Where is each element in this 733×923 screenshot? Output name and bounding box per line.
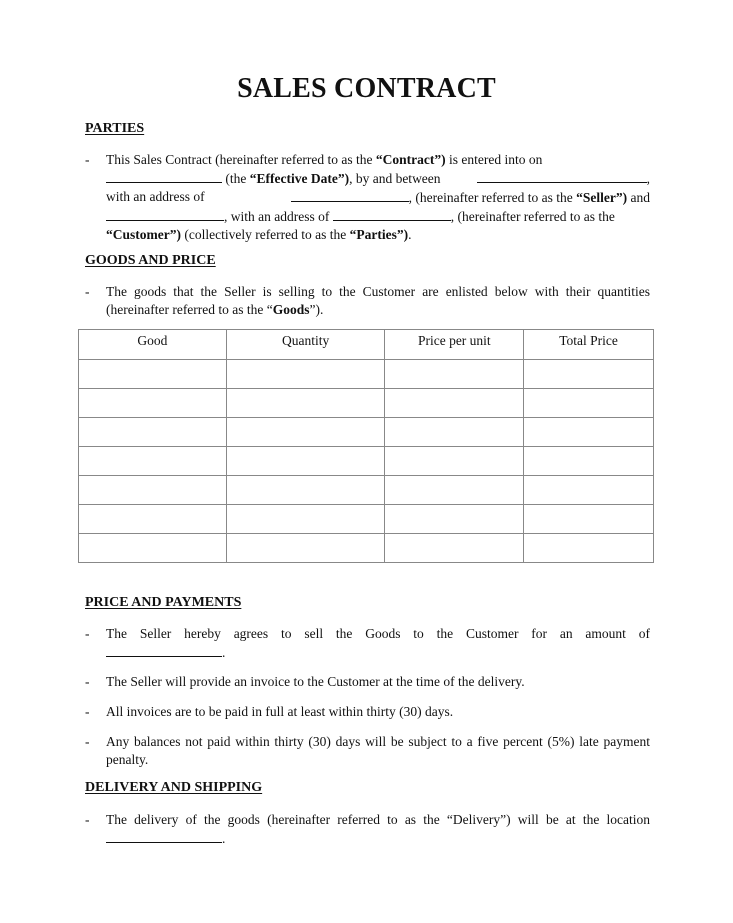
bullet-dash: -	[85, 674, 90, 689]
table-cell[interactable]	[79, 476, 227, 505]
delivery-item-1-text: The delivery of the goods (hereinafter referred to as the “Delivery”) will be at the location	[106, 812, 650, 827]
goods-text: The goods that the Seller is selling to the Customer are enlisted below with their quantities (hereinafter referred to as the “Goods”).	[106, 284, 650, 317]
table-cell[interactable]	[226, 476, 385, 505]
delivery-item-1-line-2: .	[106, 829, 650, 848]
table-cell[interactable]	[226, 447, 385, 476]
payments-heading: PRICE AND PAYMENTS	[85, 595, 242, 610]
table-cell[interactable]	[79, 360, 227, 389]
table-cell[interactable]	[79, 447, 227, 476]
bullet-dash: -	[85, 734, 90, 749]
parties-clause	[85, 151, 650, 244]
column-header-quantity: Quantity	[226, 330, 385, 360]
delivery-item-1	[85, 811, 650, 848]
payments-item-2	[85, 673, 650, 691]
table-cell[interactable]	[524, 360, 654, 389]
delivery-heading: DELIVERY AND SHIPPING	[85, 780, 263, 795]
table-row	[79, 360, 654, 389]
payments-item-2-text: The Seller will provide an invoice to the Customer at the time of the delivery.	[106, 674, 525, 689]
table-cell[interactable]	[524, 389, 654, 418]
payments-item-1-text: The Seller hereby agrees to sell the Goods to the Customer for an amount of	[106, 626, 650, 641]
parties-line-2: (the “Effective Date”), by and between ,	[106, 169, 650, 188]
table-cell[interactable]	[524, 418, 654, 447]
bullet-dash: -	[85, 152, 90, 167]
parties-line-4: , with an address of , (hereinafter referred to as the	[106, 207, 650, 226]
table-row	[79, 505, 654, 534]
table-cell[interactable]	[385, 389, 524, 418]
column-header-price-per-unit: Price per unit	[385, 330, 524, 360]
table-cell[interactable]	[226, 360, 385, 389]
parties-line-1: This Sales Contract (hereinafter referred to as the “Contract”) is entered into on	[106, 152, 543, 167]
table-cell[interactable]	[226, 418, 385, 447]
payments-item-4	[85, 733, 650, 769]
goods-table	[78, 329, 654, 563]
column-header-total-price: Total Price	[524, 330, 654, 360]
bullet-dash: -	[85, 284, 90, 299]
table-cell[interactable]	[79, 505, 227, 534]
location-blank[interactable]	[106, 829, 222, 843]
bullet-dash: -	[85, 626, 90, 641]
table-cell[interactable]	[524, 505, 654, 534]
amount-blank[interactable]	[106, 643, 222, 657]
payments-item-1-line-2: .	[106, 643, 650, 662]
table-cell[interactable]	[385, 534, 524, 563]
table-cell[interactable]	[385, 447, 524, 476]
table-cell[interactable]	[524, 534, 654, 563]
column-header-good: Good	[79, 330, 227, 360]
table-row	[79, 447, 654, 476]
table-row	[79, 476, 654, 505]
table-row	[79, 418, 654, 447]
seller-address-blank[interactable]	[291, 188, 409, 202]
table-cell[interactable]	[79, 534, 227, 563]
payments-item-1	[85, 625, 650, 662]
parties-heading: PARTIES	[85, 121, 145, 136]
parties-line-5: “Customer”) (collectively referred to as the “Parties”).	[106, 227, 412, 242]
seller-name-blank[interactable]	[477, 169, 647, 183]
contract-date-blank[interactable]	[106, 169, 222, 183]
payments-item-3-text: All invoices are to be paid in full at least within thirty (30) days.	[106, 704, 454, 719]
table-cell[interactable]	[385, 505, 524, 534]
contract-title: SALES CONTRACT	[237, 73, 496, 104]
payments-item-3	[85, 703, 650, 721]
parties-line-3: with an address of , (hereinafter referred to as the “Seller”) and	[106, 189, 650, 205]
table-header-row	[79, 330, 654, 360]
goods-clause	[85, 283, 650, 319]
table-cell[interactable]	[79, 418, 227, 447]
table-cell[interactable]	[385, 476, 524, 505]
table-cell[interactable]	[226, 389, 385, 418]
table-cell[interactable]	[226, 534, 385, 563]
table-cell[interactable]	[524, 447, 654, 476]
table-row	[79, 389, 654, 418]
table-cell[interactable]	[79, 389, 227, 418]
table-cell[interactable]	[385, 360, 524, 389]
table-cell[interactable]	[226, 505, 385, 534]
table-cell[interactable]	[385, 418, 524, 447]
payments-item-4-text: Any balances not paid within thirty (30) days will be subject to a five percent (5%) late payment penalty.	[106, 734, 650, 767]
goods-heading: GOODS AND PRICE	[85, 253, 216, 268]
customer-name-blank[interactable]	[106, 207, 224, 221]
customer-address-blank[interactable]	[333, 207, 451, 221]
table-row	[79, 534, 654, 563]
table-cell[interactable]	[524, 476, 654, 505]
bullet-dash: -	[85, 812, 90, 827]
bullet-dash: -	[85, 704, 90, 719]
